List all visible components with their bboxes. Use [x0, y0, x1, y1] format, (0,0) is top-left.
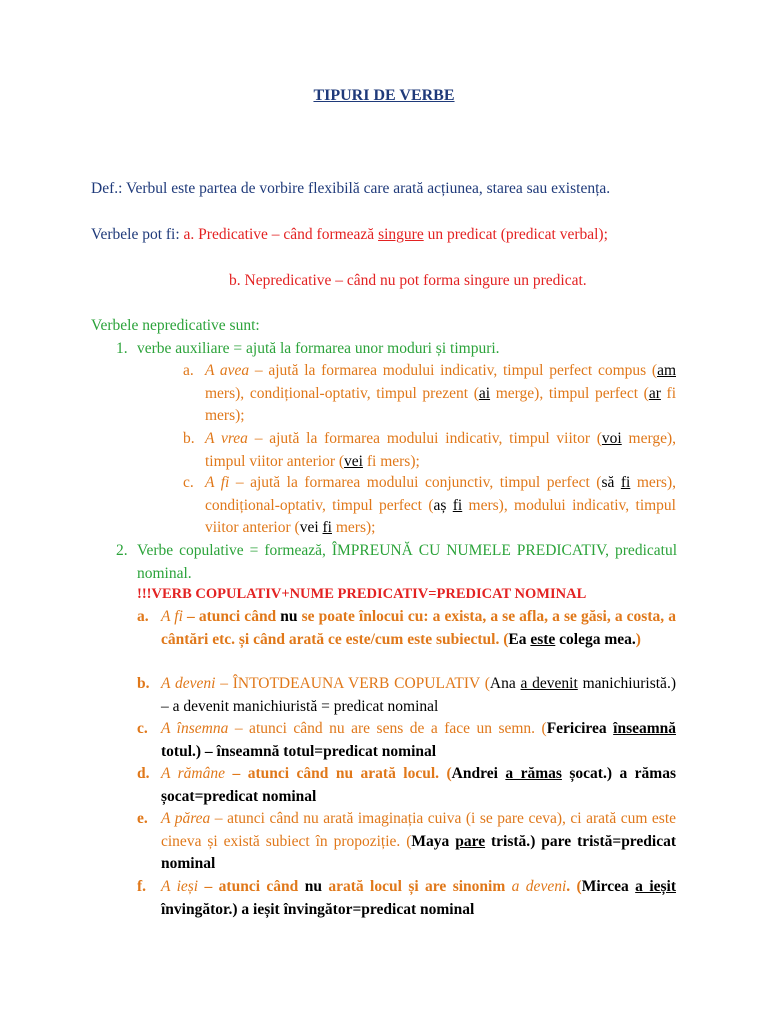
item-1c-label: c. — [183, 474, 194, 491]
verb-a-insemna: A însemna — [161, 720, 229, 737]
nonpredicative-definition: b. Nepredicative – când nu pot forma singure un predicat. — [229, 272, 587, 289]
item-1b-label: b. — [183, 430, 195, 447]
item-2f-label: f. — [137, 878, 147, 895]
item-2-text: Verbe copulative = formează, ÎMPREUNĂ CU NUMELE PREDICATIV, predicatul nominal. — [137, 542, 677, 582]
item-2e-label: e. — [137, 810, 148, 827]
item-1b-t1: – ajută la formarea modului indicativ, timpul viitor ( — [247, 430, 602, 447]
verb-a-deveni: A deveni — [161, 675, 216, 692]
item-1a-label: a. — [183, 362, 194, 379]
item-2a-text — [161, 606, 676, 651]
item-2c-t2: ) – înseamnă totul=predicat nominal — [195, 742, 437, 760]
verb-a-ramane: A rămâne — [161, 765, 226, 782]
item-2a-example-end: colega mea. — [555, 630, 636, 648]
item-2c-example-end: totul. — [161, 742, 196, 760]
item-2a-t1: – atunci când — [182, 608, 281, 625]
item-2b-example-start: Ana — [489, 675, 521, 692]
item-2d-label: d. — [137, 765, 150, 782]
item-1a-text — [205, 360, 676, 428]
item-1c-t1: – ajută la formarea modului conjunctiv, timpul perfect ( — [229, 474, 602, 491]
item-2c-example-verb: înseamnă — [613, 720, 677, 737]
item-2b-text — [161, 673, 676, 718]
verb-a-fi: A fi — [205, 474, 230, 491]
item-1a-t2: mers), condițional-optativ, timpul prezent ( — [205, 384, 479, 402]
item-1b-t3: fi mers); — [362, 452, 420, 470]
verbs-can-be-lead: Verbele pot fi: — [91, 226, 180, 243]
verb-a-vrea: A vrea — [205, 430, 248, 447]
example-vei-2: vei — [299, 519, 319, 536]
definition-text: Def.: Verbul este partea de vorbire flexibilă care arată acțiunea, starea sau existența. — [91, 180, 611, 197]
verb-2a-a-fi: A fi — [161, 608, 183, 625]
item-2f-nu: nu — [304, 878, 322, 895]
item-1-number: 1. — [116, 340, 128, 357]
item-1b-text — [205, 428, 676, 473]
example-am: am — [657, 362, 676, 379]
item-1c-t3: mers), modului indicativ, timpul viitor anterior ( — [205, 496, 676, 536]
verb-a-iesi: A ieși — [161, 878, 199, 895]
item-1-text: verbe auxiliare = ajută la formarea unor moduri și timpuri. — [137, 340, 500, 357]
item-2d-example-verb: a rămas — [505, 765, 562, 782]
item-2-number: 2. — [116, 542, 128, 559]
item-1c-text — [205, 472, 676, 540]
verb-a-avea: A avea — [205, 362, 250, 379]
item-1c-t2: mers), condițional-optativ, timpul perfect ( — [205, 474, 676, 514]
item-2f-synonym: a deveni — [511, 878, 567, 895]
example-vei: vei — [344, 452, 363, 470]
predicative-suffix: un predicat (predicat verbal); — [427, 226, 608, 243]
item-2e-example-start: Maya — [411, 832, 456, 850]
item-2a-nu: nu — [280, 608, 298, 625]
copulative-rule: !!!VERB COPULATIV+NUME PREDICATIV=PREDICAT NOMINAL — [137, 586, 587, 602]
definition — [91, 178, 677, 201]
item-2e-example-end: tristă. — [485, 832, 531, 850]
verb-a-parea: A părea — [161, 810, 211, 827]
item-2d-t2: ) a rămas șocat=predicat nominal — [161, 765, 676, 805]
item-2f-example-end: învingător. — [161, 900, 233, 918]
nonpredicative-heading: Verbele nepredicative sunt: — [91, 317, 260, 334]
example-ar: ar — [648, 384, 661, 402]
item-2e-example-verb: pare — [455, 832, 486, 850]
item-2b-t1: – ÎNTOTDEAUNA VERB COPULATIV ( — [215, 675, 490, 692]
item-2a-t3: ) — [635, 630, 641, 648]
item-2f-text — [161, 876, 676, 921]
verbs-can-be — [91, 224, 677, 247]
example-sa: să — [601, 474, 615, 491]
item-2f-t3: . ( — [566, 878, 582, 895]
item-2e-text — [161, 808, 676, 876]
item-2e-t2: ) pare tristă=predicat nominal — [161, 832, 677, 872]
item-2b-label: b. — [137, 675, 150, 692]
item-2f-example-verb: a ieșit — [635, 878, 677, 895]
item-2a-t2: se poate înlocui cu: a exista, a se afla, a se găsi, a costa, a cântări etc. și când arată ce este/cum este subiectul. ( — [161, 608, 676, 648]
example-fi-1: fi — [620, 474, 631, 491]
item-1c-t4: mers); — [331, 519, 376, 536]
item-1a-t1: – ajută la formarea modului indicativ, timpul perfect compus ( — [249, 362, 658, 379]
item-2a-label: a. — [137, 608, 149, 625]
example-voi: voi — [601, 430, 622, 447]
item-2d-example-start: Andrei — [451, 765, 506, 782]
item-2a-example-start: Ea — [508, 630, 531, 648]
item-2c-label: c. — [137, 720, 148, 737]
item-1a-t3: merge), timpul perfect ( — [490, 384, 649, 402]
item-2d-text — [161, 763, 676, 808]
item-2a-example-verb: este — [530, 630, 556, 648]
predicative-underlined: singure — [378, 226, 424, 243]
page-title: TIPURI DE VERBE — [313, 87, 455, 104]
example-fi-2: fi — [452, 496, 463, 514]
predicative-prefix: a. Predicative – când formează — [183, 226, 375, 243]
item-2c-example-start: Fericirea — [546, 720, 614, 737]
item-2b-example-verb: a devenit — [520, 675, 578, 692]
item-1b-t2: merge), timpul viitor anterior ( — [205, 430, 676, 470]
item-2c-text — [161, 718, 676, 763]
item-2b-example-end: manichiuristă. — [577, 675, 671, 692]
item-2d-example-end: șocat. — [561, 765, 607, 782]
example-fi-3: fi — [322, 519, 332, 536]
item-2f-example-start: Mircea — [581, 878, 636, 895]
item-1a-t4: fi mers); — [205, 384, 677, 424]
item-2d-t1: – atunci când nu arată locul. ( — [225, 765, 452, 782]
example-ai: ai — [478, 384, 491, 402]
example-as: aș — [433, 496, 447, 514]
item-2f-t4: ) a ieșit învingător=predicat nominal — [232, 900, 475, 918]
item-2f-t1: – atunci când — [198, 878, 305, 895]
item-2f-t2: arată locul și are sinonim — [321, 878, 512, 895]
item-2b-t2: ) – a devenit manichiuristă = predicat nominal — [161, 675, 676, 715]
item-2e-t1: – atunci când nu arată imaginația cuiva (i se pare ceva), ci arată cum este cineva și există subiect în propoziție. ( — [161, 810, 677, 850]
item-2c-t1: – atunci când nu are sens de a face un semn. ( — [228, 720, 547, 737]
